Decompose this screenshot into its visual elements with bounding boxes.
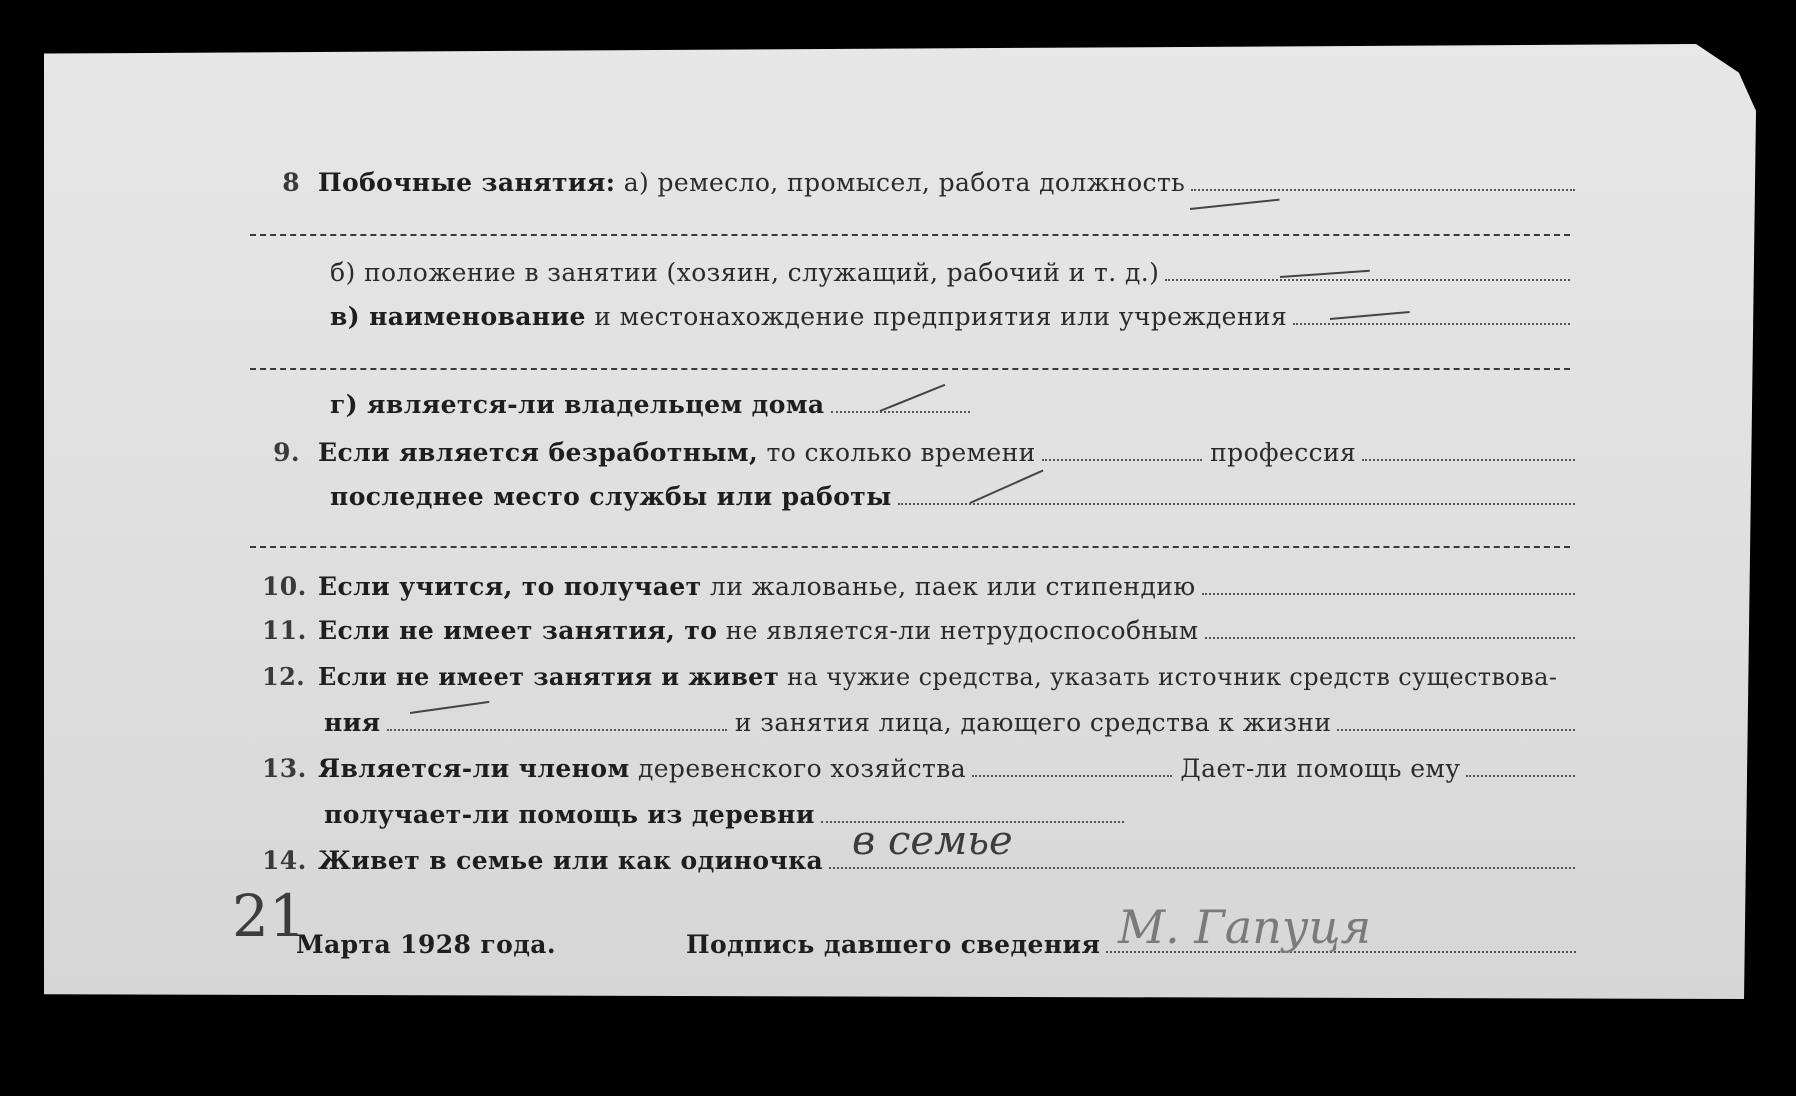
item-label-bold: последнее место службы или работы: [330, 482, 892, 511]
item-label-bold: г) является-ли владельцем дома: [330, 390, 825, 419]
handwritten-day: 21: [232, 882, 306, 950]
item-label: деревенского хозяйства: [637, 754, 967, 783]
item-label: б) положение в занятии (хозяин, служащий, рабочий и т. д.): [330, 258, 1160, 287]
item-label: и занятия лица, дающего средства к жизни: [734, 708, 1332, 737]
answer-line: [829, 867, 1575, 869]
separator-line: [250, 546, 1570, 548]
item-11-disabled: [262, 616, 1575, 645]
item-label: и местонахождение предприятия или учреждения: [594, 302, 1288, 331]
answer-line: [972, 775, 1172, 777]
answer-line: [1042, 459, 1202, 461]
answer-line: [1337, 729, 1575, 731]
item-label-bold: Побочные занятия:: [318, 168, 616, 197]
answer-line: [1165, 279, 1570, 281]
item-label-bold: Живет в семье или как одиночка: [318, 846, 824, 875]
item-label-bold: Если является безработным,: [318, 438, 759, 467]
footer-date-row: [296, 930, 1576, 959]
answer-line: [831, 411, 970, 413]
item-8b-position: [330, 258, 1570, 287]
item-12b-supporter: [324, 708, 1575, 737]
separator-line: [250, 368, 1570, 370]
item-label: а) ремесло, промысел, работа должность: [623, 168, 1186, 197]
item-number: 14.: [262, 846, 307, 875]
handwritten-signature: М. Гапуця: [1118, 900, 1372, 954]
item-label: профессия: [1210, 438, 1357, 467]
item-number: 9.: [273, 438, 300, 467]
item-10-student: [262, 572, 1575, 601]
item-number: 11.: [262, 616, 307, 645]
item-9b-last-job: [330, 482, 1575, 511]
item-label-bold: получает-ли помощь из деревни: [324, 800, 815, 829]
item-label-bold: в) наименование: [330, 302, 586, 331]
answer-line: [1362, 459, 1575, 461]
item-label-bold: Если не имеет занятия и живет: [318, 662, 780, 691]
item-label-bold: Если учится, то получает: [318, 572, 702, 601]
answer-line: [387, 729, 727, 731]
item-13-village-household: [262, 754, 1575, 783]
item-label: ли жалованье, паек или стипендию: [709, 572, 1196, 601]
item-label: на чужие средства, указать источник средств существова-: [787, 663, 1558, 691]
item-8-side-occupation: [270, 168, 1575, 197]
answer-line: [898, 503, 1575, 505]
item-label: не является-ли нетрудоспособным: [725, 616, 1199, 645]
item-number: 8: [282, 168, 300, 197]
signature-label: Подпись давшего сведения: [686, 930, 1101, 959]
answer-line: [1466, 775, 1575, 777]
item-8g-house-owner: [330, 390, 970, 419]
item-number: 10.: [262, 572, 307, 601]
answer-line: [1191, 189, 1575, 191]
item-number: 12.: [262, 662, 305, 691]
separator-line: [250, 234, 1570, 236]
answer-line: [1293, 323, 1570, 325]
item-label: то сколько времени: [766, 438, 1036, 467]
item-label-bold: ния: [324, 708, 381, 737]
item-number: 13.: [262, 754, 307, 783]
item-label-bold: Если не имеет занятия, то: [318, 616, 718, 645]
item-9-unemployed: [270, 438, 1575, 467]
item-label: Дает-ли помощь ему: [1180, 754, 1461, 783]
item-8v-enterprise: [330, 302, 1570, 331]
item-12-dependent: [262, 662, 1575, 691]
answer-line: [1205, 637, 1575, 639]
item-label-bold: Является-ли членом: [318, 754, 630, 783]
answer-line: [1202, 593, 1575, 595]
footer-month-year: Марта 1928 года.: [296, 930, 556, 959]
handwritten-answer-14: в семье: [852, 818, 1013, 864]
